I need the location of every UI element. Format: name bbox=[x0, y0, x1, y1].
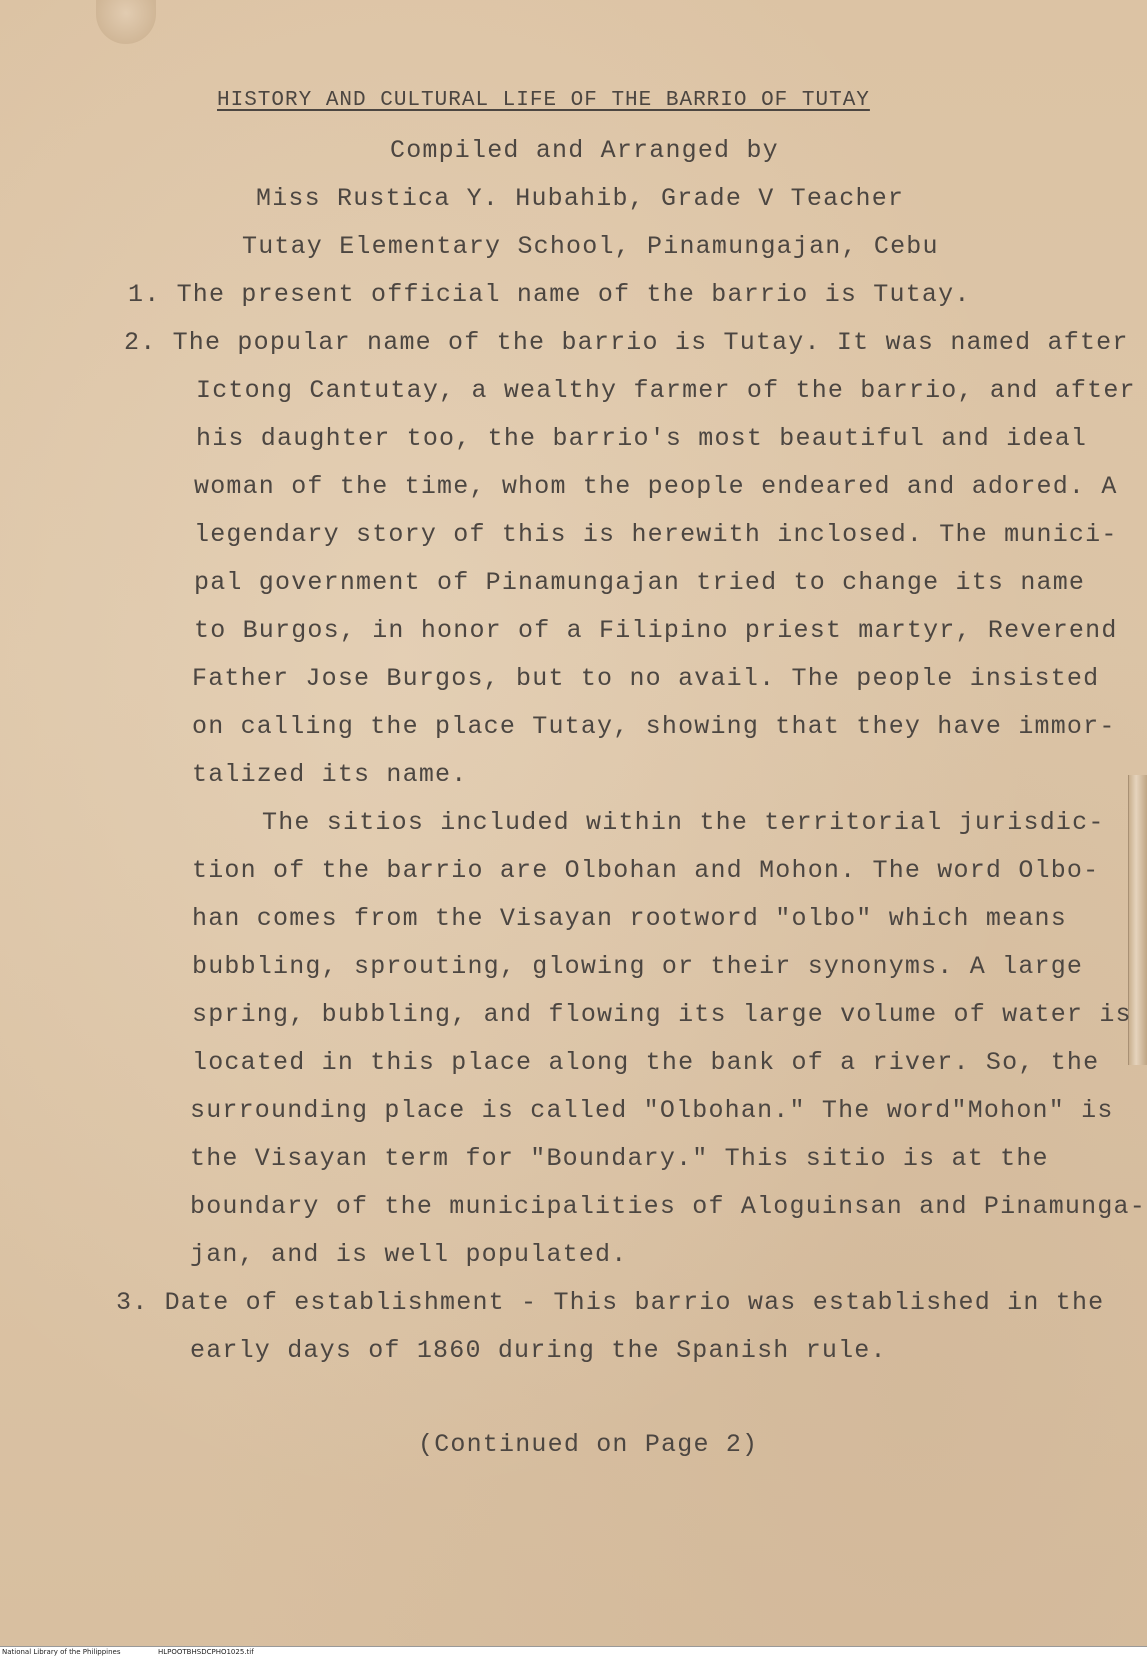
paper-fold bbox=[96, 0, 156, 44]
text-line: bubbling, sprouting, glowing or their synonyms. A large bbox=[192, 952, 1084, 981]
text-line: on calling the place Tutay, showing that they have immor- bbox=[192, 712, 1116, 741]
text-line: spring, bubbling, and flowing its large volume of water is bbox=[192, 1000, 1132, 1029]
continuation-note: (Continued on Page 2) bbox=[418, 1430, 759, 1459]
text-line: tion of the barrio are Olbohan and Mohon. The word Olbo- bbox=[192, 856, 1100, 885]
text-line: to Burgos, in honor of a Filipino priest martyr, Reverend bbox=[194, 616, 1118, 645]
text-line: woman of the time, whom the people endeared and adored. A bbox=[194, 472, 1118, 501]
item-2: 2. The popular name of the barrio is Tutay. It was named after bbox=[124, 328, 1129, 357]
text-line: legendary story of this is herewith inclosed. The munici- bbox=[194, 520, 1118, 549]
text-line: talized its name. bbox=[192, 760, 468, 789]
text-line: located in this place along the bank of a river. So, the bbox=[192, 1048, 1100, 1077]
text-line: Ictong Cantutay, a wealthy farmer of the barrio, and after bbox=[196, 376, 1136, 405]
text-line: han comes from the Visayan rootword "olbo" which means bbox=[192, 904, 1067, 933]
byline-school: Tutay Elementary School, Pinamungajan, Cebu bbox=[242, 232, 939, 261]
footer-library: National Library of the Philippines bbox=[2, 1648, 121, 1656]
byline-compiled: Compiled and Arranged by bbox=[390, 136, 779, 165]
text-line: jan, and is well populated. bbox=[190, 1240, 628, 1269]
scan-footer bbox=[0, 1646, 1147, 1659]
footer-file-code: HLPOOTBHSDCPHO1025.tif bbox=[158, 1648, 254, 1656]
text-line: early days of 1860 during the Spanish rule. bbox=[190, 1336, 887, 1365]
text-line: his daughter too, the barrio's most beautiful and ideal bbox=[196, 424, 1088, 453]
byline-author: Miss Rustica Y. Hubahib, Grade V Teacher bbox=[256, 184, 905, 213]
text-line: surrounding place is called "Olbohan." The word"Mohon" is bbox=[190, 1096, 1114, 1125]
item-1: 1. The present official name of the barrio is Tutay. bbox=[128, 280, 971, 309]
text-line: Father Jose Burgos, but to no avail. The people insisted bbox=[192, 664, 1100, 693]
text-line: boundary of the municipalities of Aloguinsan and Pinamunga- bbox=[190, 1192, 1146, 1221]
paragraph-sitios: The sitios included within the territorial jurisdic- bbox=[262, 808, 1105, 837]
text-line: the Visayan term for "Boundary." This sitio is at the bbox=[190, 1144, 1049, 1173]
text-line: pal government of Pinamungajan tried to change its name bbox=[194, 568, 1086, 597]
item-3: 3. Date of establishment - This barrio was established in the bbox=[116, 1288, 1105, 1317]
document-title: HISTORY AND CULTURAL LIFE OF THE BARRIO OF TUTAY bbox=[217, 89, 870, 112]
